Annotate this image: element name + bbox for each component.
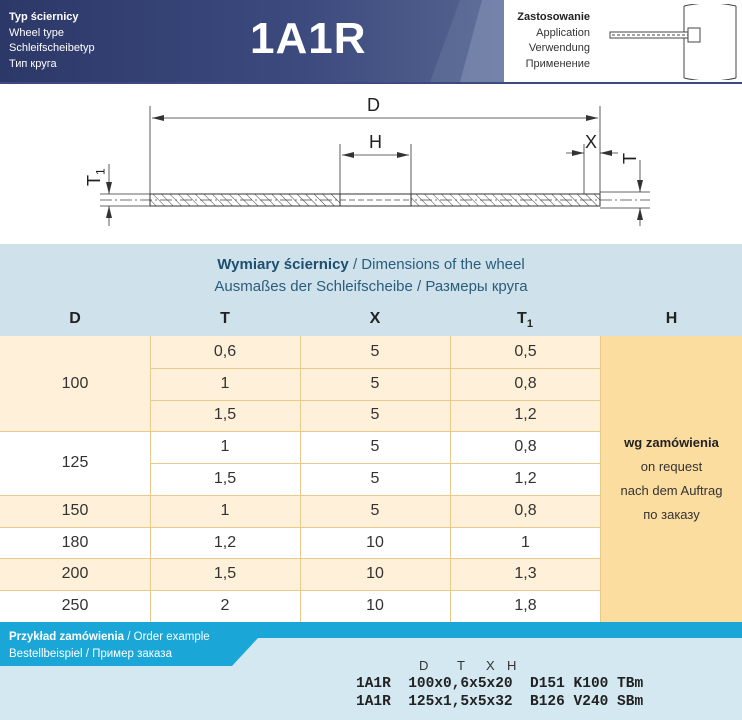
table-cell-t1: 1 [450,527,601,559]
table-cell-d: 125 [0,431,150,495]
table-cell-t1: 1,3 [450,558,601,590]
table-cell-d: 100 [0,336,150,431]
h-note-en: on request [640,459,703,474]
order-letter-h: H [507,658,517,673]
table-cell-t1: 1,2 [450,463,601,495]
row-divider [150,463,300,464]
wheel-type-labels [9,10,95,72]
table-cell-t: 1,5 [150,558,300,590]
header [0,0,742,82]
header-banner [0,0,504,82]
table-cell-t: 1,5 [150,400,300,432]
h-note-de: nach dem Auftrag [620,483,723,498]
type-label-ru: Тип круга [9,57,57,70]
order-example-label-rest: / Order example [124,631,210,643]
row-divider [150,368,300,369]
column-header-t1-sub: 1 [526,318,533,331]
drawing-label-d: D [367,95,380,115]
table-cell-t1: 0,8 [450,431,601,463]
drawing-label-t1 [84,168,108,186]
table-cell-d: 150 [0,495,150,527]
table-cell-t: 1 [150,368,300,400]
drawing-label-t-text: T [620,153,640,164]
dimensions-subtitle: Ausmaßes der Schleifscheibe / Размеры круга [214,278,528,295]
application-label-en: Application [536,26,590,39]
order-example-section [0,622,742,720]
table-cell-x: 10 [300,590,450,622]
drawing-label-t1-text: T [84,175,104,186]
application-label-ru: Применение [525,57,590,70]
dimensions-table [0,336,742,622]
table-cell-t: 0,6 [150,336,300,368]
h-note-pl: wg zamówienia [624,435,719,450]
dimensions-header [0,244,742,336]
table-cell-x: 5 [300,336,450,368]
table-cell-t: 2 [150,590,300,622]
table-cell-d: 200 [0,558,150,590]
order-example-label [9,629,210,663]
table-cell-t: 1 [150,495,300,527]
wheel-technical-drawing [0,84,742,244]
row-divider [450,400,601,401]
dimensions-title-bold: Wymiary ściernicy [217,256,349,273]
order-letter-t: T [457,658,465,673]
h-column-note [601,336,742,622]
type-label-pl: Typ ściernicy [9,11,79,23]
row-divider [150,400,300,401]
order-example-label-bold: Przykład zamówienia [9,631,125,643]
table-cell-d: 250 [0,590,150,622]
drawing-label-h: H [369,132,382,152]
application-label-pl: Zastosowanie [517,11,590,23]
column-header-d: D [69,310,81,327]
type-label-de: Schleifscheibetyp [9,42,95,54]
table-cell-t: 1 [150,431,300,463]
table-cell-x: 5 [300,495,450,527]
type-label-en: Wheel type [9,26,65,39]
drawing-label-t1-sub: 1 [93,168,108,175]
table-cell-t1: 0,5 [450,336,601,368]
table-cell-x: 5 [300,400,450,432]
column-divider [300,336,301,622]
row-divider [300,400,450,401]
table-cell-x: 10 [300,527,450,559]
application-label-de: Verwendung [528,42,590,54]
banner-slant-decoration [430,0,504,82]
table-cell-x: 10 [300,558,450,590]
table-cell-d: 180 [0,527,150,559]
table-cell-x: 5 [300,463,450,495]
table-cell-t1: 1,2 [450,400,601,432]
order-example-line-2: 1A1R 125x1,5x5x32 B126 V240 SBm [356,694,644,710]
column-divider [450,336,451,622]
h-note-ru: по заказу [643,507,700,522]
table-cell-t: 1,5 [150,463,300,495]
order-letter-d: D [419,658,429,673]
row-divider [450,368,601,369]
column-header-h: H [665,310,678,327]
drawing-label-x: X [585,132,598,152]
table-cell-x: 5 [300,431,450,463]
column-header-t1-text: T [517,310,527,327]
table-cell-t1: 0,8 [450,495,601,527]
row-divider [300,463,450,464]
table-cell-t1: 0,8 [450,368,601,400]
order-example-label-line2: Bestellbeispiel / Пример заказа [9,648,172,660]
row-divider [450,463,601,464]
application-labels [517,10,590,72]
application-pipe-icon [604,4,740,80]
column-header-x: X [369,310,381,327]
drawing-label-t [620,153,641,164]
column-header-t1 [450,310,600,330]
dimensions-title-rest: / Dimensions of the wheel [348,256,525,273]
order-letter-x: X [486,658,495,673]
table-cell-t: 1,2 [150,527,300,559]
row-divider [300,368,450,369]
wheel-code: 1A1R [250,14,367,63]
application-panel [504,0,742,82]
dimensions-title [0,254,742,298]
table-cell-x: 5 [300,368,450,400]
column-divider [150,336,151,622]
order-example-line-1: 1A1R 100x0,6x5x20 D151 K100 TBm [356,676,644,692]
column-header-t: T [220,310,230,327]
table-cell-t1: 1,8 [450,590,601,622]
